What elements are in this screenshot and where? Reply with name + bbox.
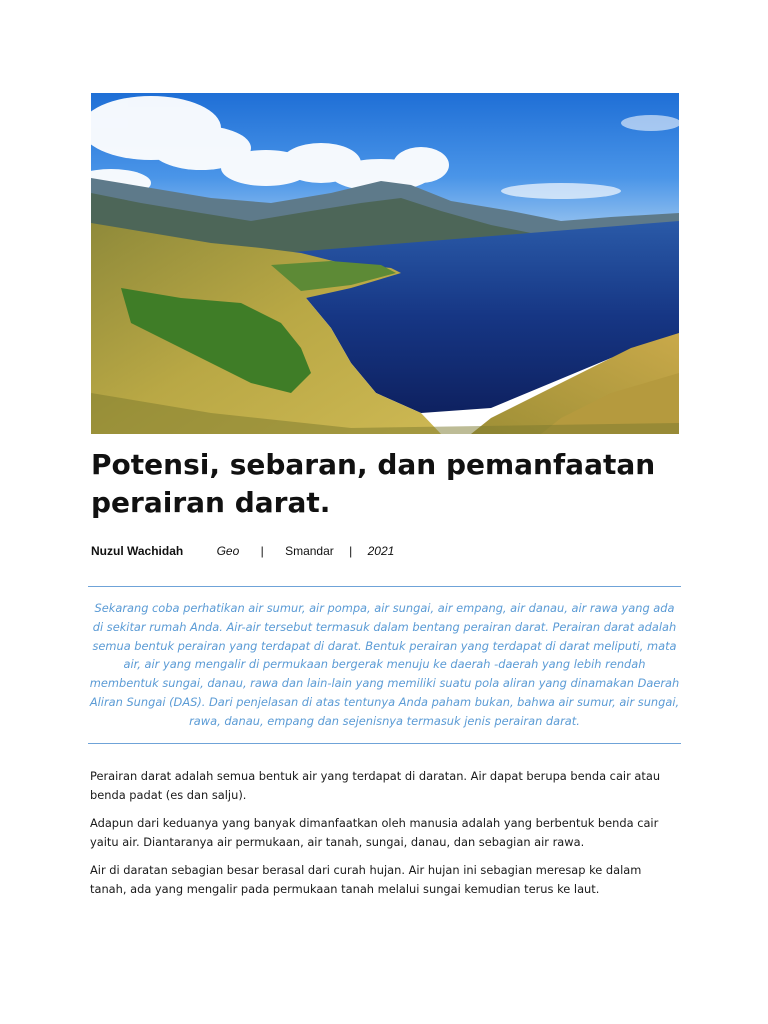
body-paragraph: Air di daratan sebagian besar berasal dari curah hujan. Air hujan ini sebagian meresap ke dalam tanah, ada yang mengalir pada permukaan tanah melalui sungai kemudian terus ke laut. — [90, 863, 642, 896]
publication-year: 2021 — [367, 544, 395, 558]
hero-image — [91, 93, 679, 434]
byline-separator: | — [349, 544, 353, 558]
intro-quote: Sekarang coba perhatikan air sumur, air pompa, air sungai, air empang, air danau, air rawa yang ada di sekitar rumah Anda. Air-air tersebut termasuk dalam bentang perairan darat. Perairan darat adalah semua bentuk perairan yang terdapat di darat. Bentuk perairan yang terdapat di darat meliputi, mata air, air yang mengalir di permukaan bergerak menuju ke daerah -daerah yang lebih rendah membentuk sungai, danau, rawa dan lain-lain yang memiliki suatu pola aliran yang dinamakan Daerah Aliran Sungai (DAS). Dari penjelasan di atas tentunya Anda paham bukan, bahwa air sumur, air sungai, rawa, danau, empang dan sejenisnya termasuk jenis perairan darat. — [89, 601, 680, 728]
byline-separator: | — [260, 544, 264, 558]
school-name: Smandar — [285, 544, 334, 558]
body-paragraph: Perairan darat adalah semua bentuk air yang terdapat di daratan. Air dapat berupa benda cair atau benda padat (es dan salju). — [90, 769, 661, 802]
body-paragraph: Adapun dari keduanya yang banyak dimanfaatkan oleh manusia adalah yang berbentuk benda cair yaitu air. Diantaranya air permukaan, air tanah, sungai, danau, dan sebagian air rawa. — [90, 816, 659, 849]
article-byline — [91, 543, 691, 559]
author-name: Nuzul Wachidah — [91, 544, 184, 558]
quote-bottom-divider — [88, 743, 681, 744]
subject-label: Geo — [216, 544, 240, 558]
lake-landscape-illustration — [91, 93, 679, 434]
article-body — [90, 767, 680, 908]
quote-top-divider — [88, 586, 681, 587]
article-title: Potensi, sebaran, dan pemanfaatan perairan darat. — [91, 448, 656, 519]
